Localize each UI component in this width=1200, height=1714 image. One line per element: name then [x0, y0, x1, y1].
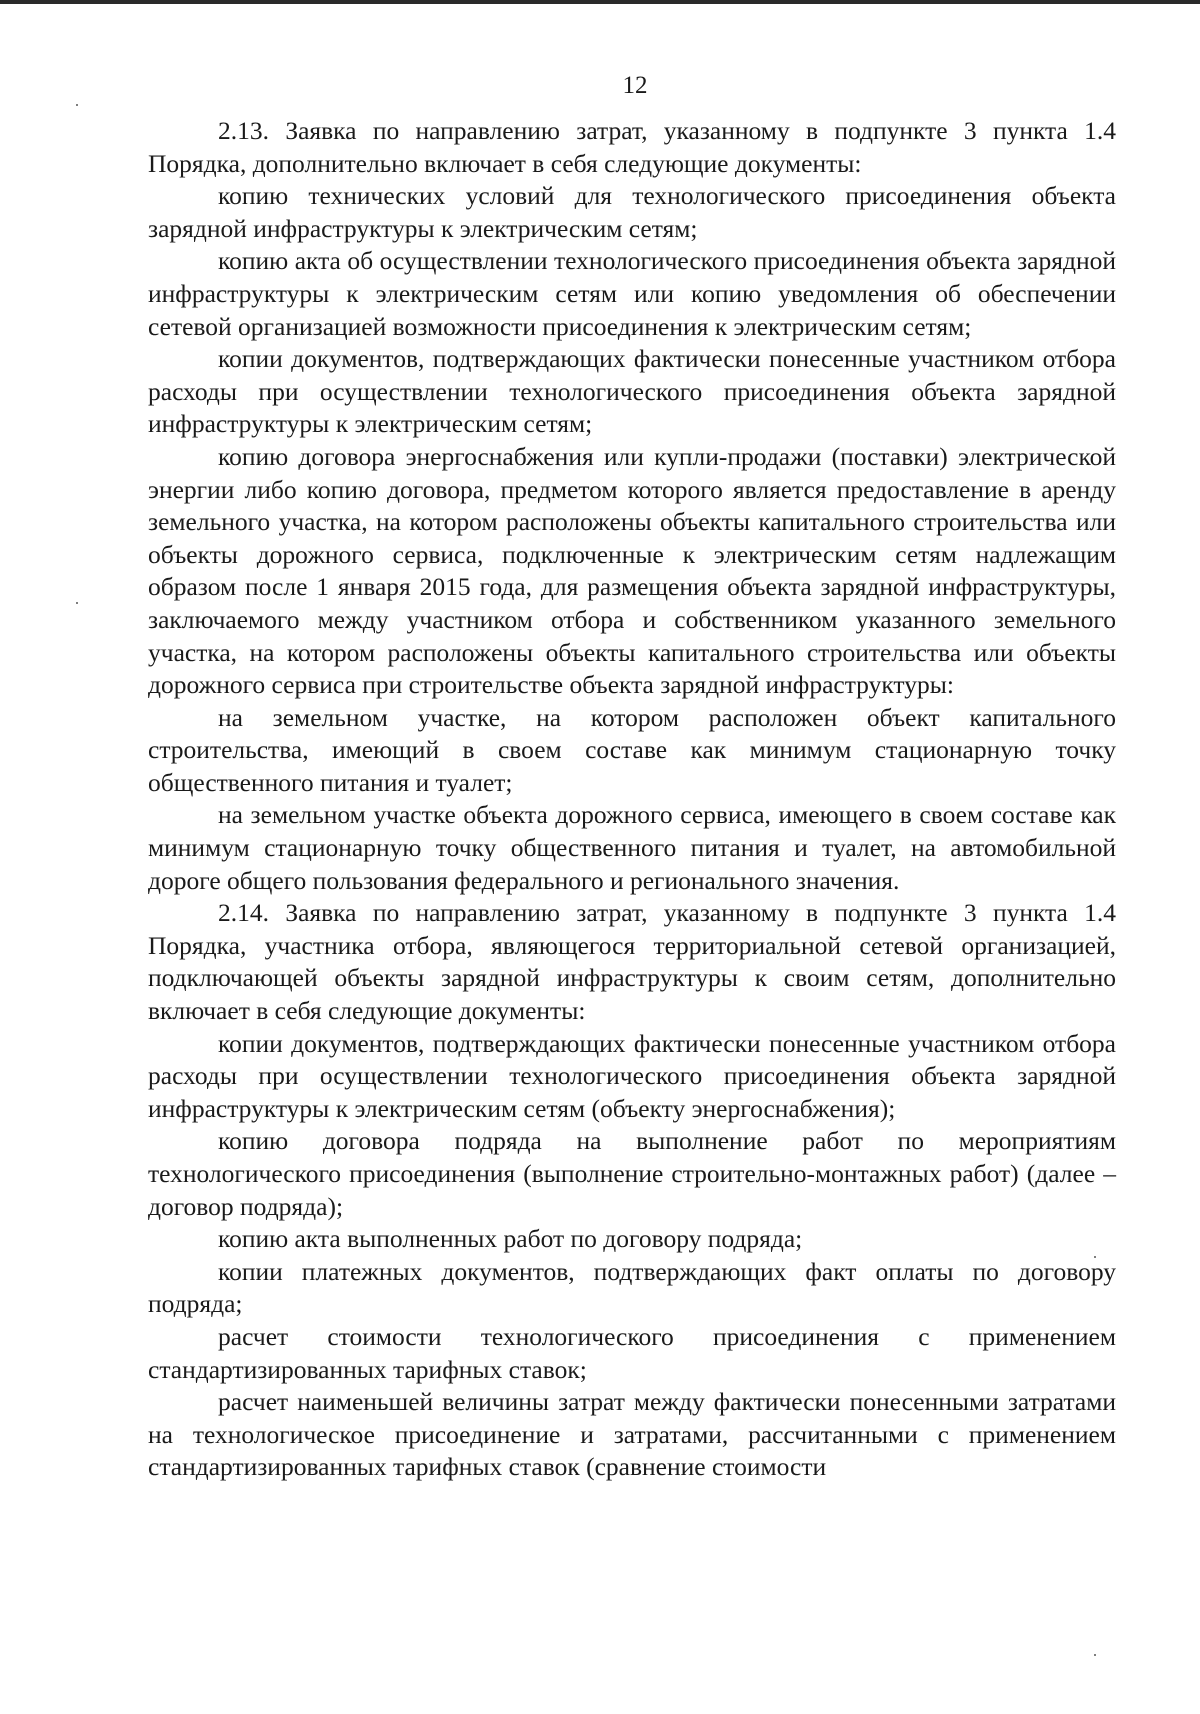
document-body — [148, 115, 1116, 1484]
paragraph-energy-contract: копию договора энергоснабжения или купли-продажи (поставки) электрической энергии либо копию договора, предметом которого является предоставление в аренду земельного участка, на котором расположены объекты капитального строительства или объекты дорожного сервиса, подключенные к электрическим сетям надлежащим образом после 1 января 2015 года, для размещения объекта зарядной инфраструктуры, заключаемого между участником отбора и собственником указанного земельного участка, на котором расположены объекты капитального строительства или объекты дорожного сервиса при строительстве объекта зарядной инфраструктуры: — [148, 441, 1116, 700]
scan-speck — [76, 602, 78, 604]
paragraph-network-expense-documents: копии документов, подтверждающих фактически понесенные участником отбора расходы при осуществлении технологического присоединения объекта зарядной инфраструктуры к электрическим сетям (объекту энергоснабжения); — [148, 1028, 1116, 1123]
paragraph-payment-documents: копии платежных документов, подтверждающих факт оплаты по договору подряда; — [148, 1256, 1116, 1319]
paragraph-technical-conditions: копию технических условий для технологического присоединения объекта зарядной инфраструктуры к электрическим сетям; — [148, 181, 1116, 243]
page-number: 12 — [622, 72, 648, 99]
paragraph-least-cost-calculation: расчет наименьшей величины затрат между фактически понесенными затратами на технологическое присоединение и затратами, рассчитанными с применением стандартизированных тарифных ставок (сравнение стоимости — [148, 1387, 1116, 1482]
paragraph-connection-act: копию акта об осуществлении технологического присоединения объекта зарядной инфраструктуры к электрическим сетям или копию уведомления об обеспечении сетевой организацией возможности присоединения к электрическим сетям; — [148, 246, 1116, 341]
scan-speck — [76, 104, 78, 106]
paragraph-2-14-intro: 2.14. Заявка по направлению затрат, указанному в подпункте 3 пункта 1.4 Порядка, участника отбора, являющегося территориальной сетевой организацией, подключающей объекты зарядной инфраструктуры к своим сетям, дополнительно включает в себя следующие документы: — [148, 898, 1116, 1026]
scan-top-edge — [0, 0, 1200, 4]
scan-speck — [1094, 1654, 1096, 1656]
paragraph-capital-construction-site: на земельном участке, на котором расположен объект капитального строительства, имеющий в своем составе как минимум стационарную точку общественного питания и туалет; — [148, 702, 1116, 797]
paragraph-expense-documents: копии документов, подтверждающих фактически понесенные участником отбора расходы при осуществлении технологического присоединения объекта зарядной инфраструктуры к электрическим сетям; — [148, 344, 1116, 439]
paragraph-cost-calculation: расчет стоимости технологического присоединения с применением стандартизированных тарифных ставок; — [148, 1321, 1116, 1384]
paragraph-contract-agreement: копию договора подряда на выполнение работ по мероприятиям технологического присоединения (выполнение строительно-монтажных работ) (далее – договор подряда); — [148, 1126, 1116, 1221]
paragraph-work-act: копию акта выполненных работ по договору подряда; — [218, 1224, 803, 1254]
paragraph-road-service-site: на земельном участке объекта дорожного сервиса, имеющего в своем составе как минимум стационарную точку общественного питания и туалет, на автомобильной дороге общего пользования федерального и регионального значения. — [148, 800, 1116, 895]
paragraph-2-13-intro: 2.13. Заявка по направлению затрат, указанному в подпункте 3 пункта 1.4 Порядка, дополнительно включает в себя следующие документы: — [148, 116, 1116, 178]
